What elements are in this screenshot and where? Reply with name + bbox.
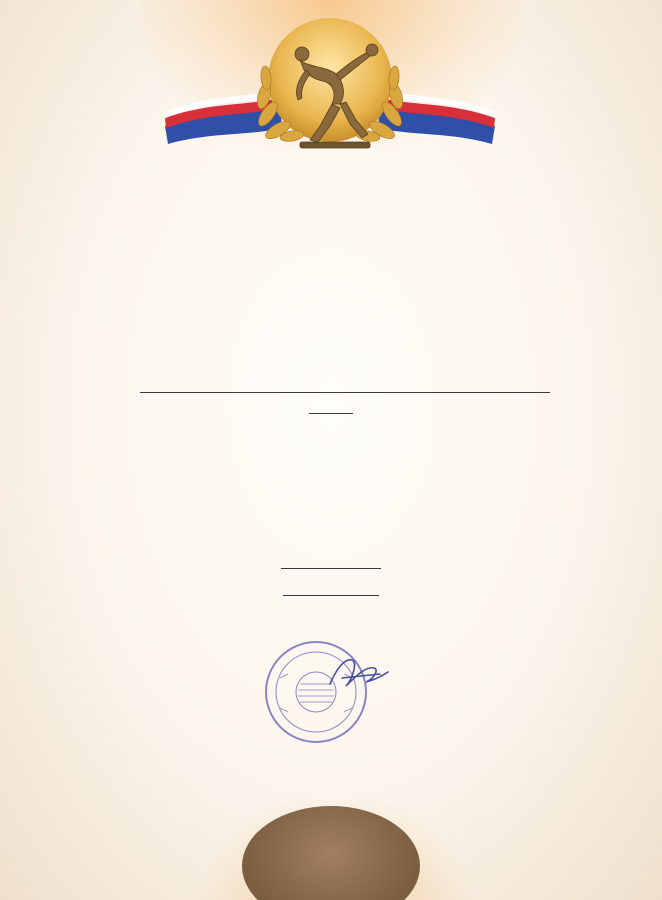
- certificate-title: [100, 168, 562, 248]
- place-line: [0, 396, 662, 421]
- result-line: [0, 578, 662, 603]
- distance-line: [0, 551, 662, 576]
- recipient-line: [140, 368, 550, 393]
- director-signature: [322, 650, 392, 695]
- discobolus-emblem: [160, 8, 500, 158]
- distance-value: [281, 568, 381, 569]
- result-value: [283, 595, 379, 596]
- side-sport-left: [29, 318, 63, 528]
- side-sport-right: [597, 318, 631, 528]
- place-value: [309, 413, 353, 414]
